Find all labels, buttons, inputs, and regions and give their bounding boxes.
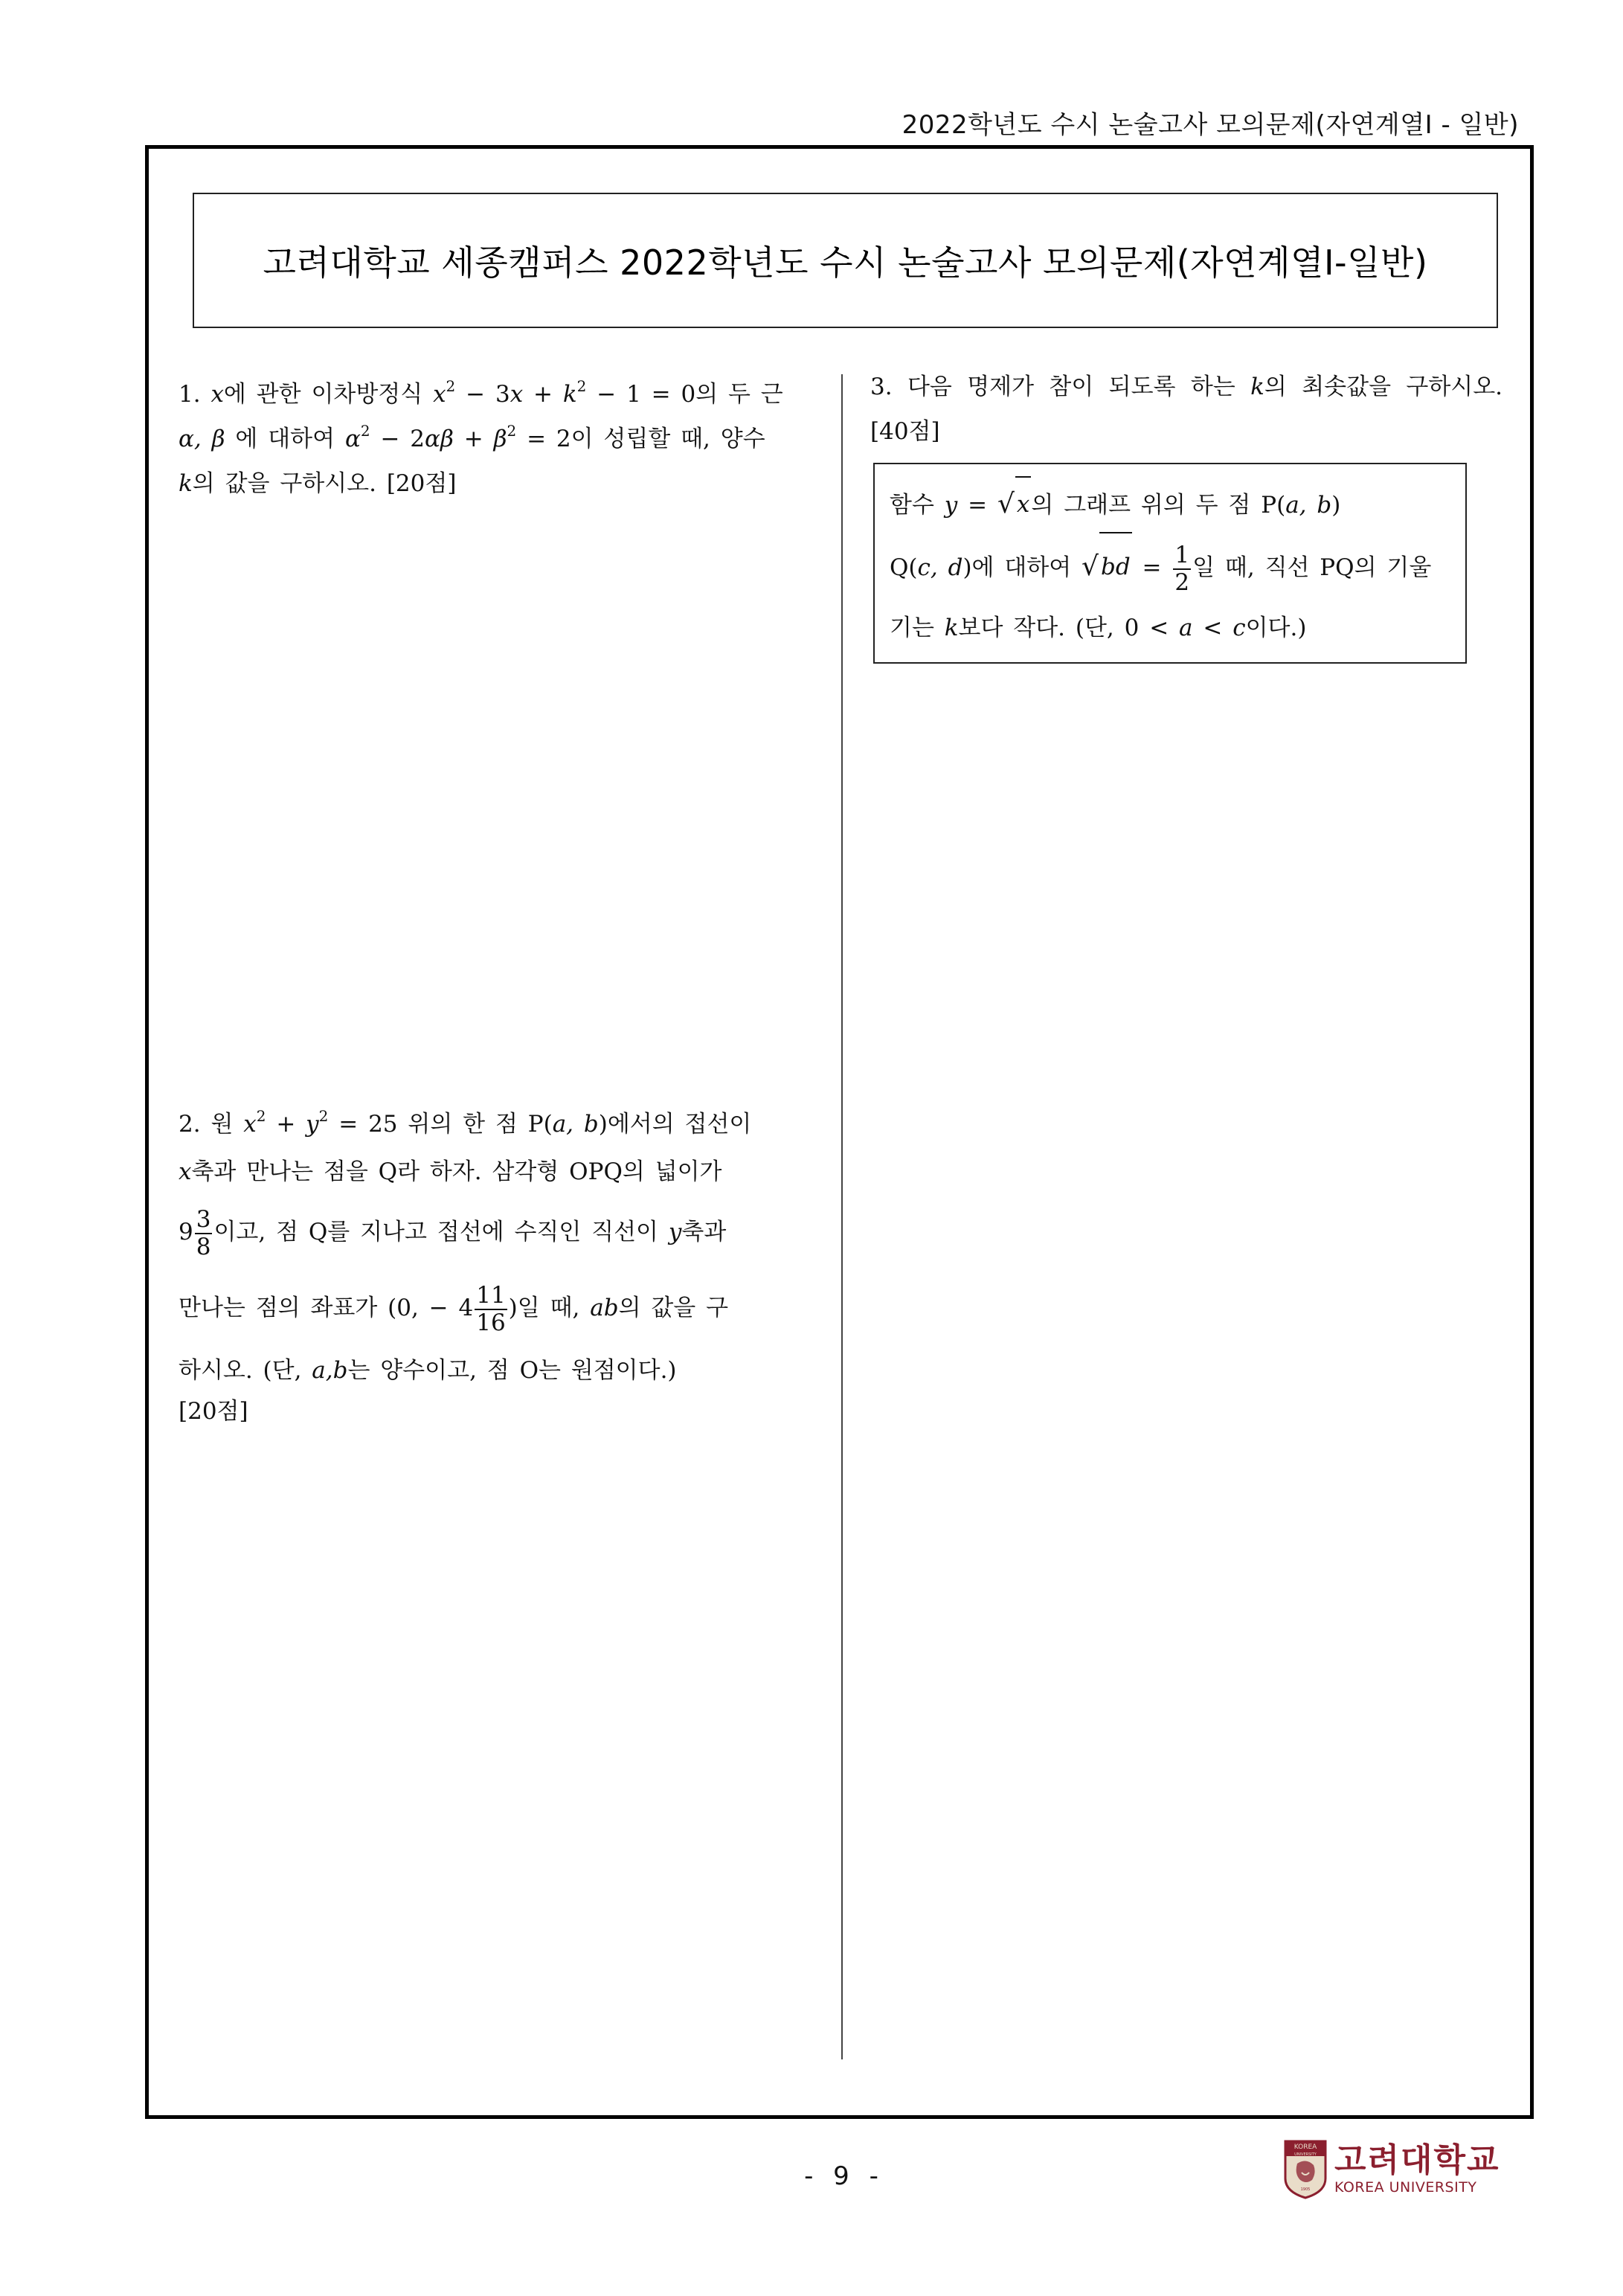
logo-english-name: KOREA UNIVERSITY bbox=[1334, 2179, 1477, 2196]
page-number: - 9 - bbox=[804, 2161, 884, 2191]
sqrt-symbol: √ bd bbox=[1082, 532, 1132, 600]
problem-1-line-1: 1. x에 관한 이차방정식 $x^2 - 3x + k^2 - 1 = 0$의 두 근 bbox=[179, 377, 783, 408]
svg-text:UNIVERSITY: UNIVERSITY bbox=[1294, 2152, 1317, 2157]
problem-1 bbox=[179, 372, 818, 506]
fraction-1-2: $\frac{1}{2}$ bbox=[1174, 541, 1190, 596]
proposition-line-2: Q(c, d)에 대하여 √ bd = $\frac{1}{2}$ 일 때, 직선 PQ의 기울 bbox=[890, 532, 1450, 601]
sqrt-symbol: √ x bbox=[997, 476, 1031, 531]
logo-korean-name: 고려대학교 bbox=[1334, 2141, 1500, 2179]
problem-number: 1. bbox=[179, 381, 201, 408]
svg-text:KOREA: KOREA bbox=[1293, 2143, 1317, 2151]
fraction-11-16: $\frac{11}{16}$ bbox=[476, 1281, 506, 1336]
problem-2-line-4: 만나는 점의 좌표가 (0, − 4 $\frac{11}{16}$ )일 때, ab의 값을 구 bbox=[179, 1281, 729, 1336]
problem-3 bbox=[870, 365, 1503, 664]
problem-2 bbox=[179, 1101, 818, 1430]
problem-2-line-2: x축과 만나는 점을 Q라 하자. 삼각형 OPQ의 넓이가 bbox=[179, 1158, 722, 1185]
tiger-crest-icon bbox=[1284, 2140, 1327, 2199]
problem-number: 2. bbox=[179, 1111, 201, 1138]
problem-1-line-3: k의 값을 구하시오. [20점] bbox=[179, 470, 457, 497]
svg-text:1905: 1905 bbox=[1300, 2187, 1311, 2192]
problem-2-line-1: 2. 원 $x^2 + y^2 = 25$ 위의 한 점 P(a, b)에서의 접선이 bbox=[179, 1107, 752, 1138]
problem-2-line-3: 9 $\frac{3}{8}$ 이고, 점 Q를 지나고 접선에 수직인 직선이 y축과 bbox=[179, 1205, 727, 1260]
fraction-3-8: $\frac{3}{8}$ bbox=[196, 1205, 211, 1260]
exam-title-box bbox=[193, 193, 1498, 328]
korea-university-logo bbox=[1284, 2140, 1500, 2199]
proposition-box bbox=[873, 463, 1467, 664]
problem-number: 3. bbox=[870, 373, 893, 400]
running-header-title: 2022학년도 수시 논술고사 모의문제(자연계열Ⅰ - 일반) bbox=[902, 110, 1519, 140]
problem-1-line-2: α, β 에 대하여 $\alpha^2 - 2\alpha\beta + \beta^2 = 2$이 성립할 때, 양수 bbox=[179, 422, 765, 452]
exam-title: 고려대학교 세종캠퍼스 2022학년도 수시 논술고사 모의문제(자연계열Ⅰ-일반) bbox=[263, 243, 1428, 283]
column-divider bbox=[841, 374, 843, 2059]
proposition-line-1: 함수 y = √ x 의 그래프 위의 두 점 P(a, b) bbox=[890, 476, 1450, 532]
problem-3-intro: 3. 다음 명제가 참이 되도록 하는 k의 최솟값을 구하시오. [40점] bbox=[870, 373, 1503, 445]
proposition-line-3: 기는 k보다 작다. (단, 0 < a < c이다.) bbox=[890, 615, 1307, 641]
problem-2-line-5: 하시오. (단, a,b는 양수이고, 점 O는 원점이다.) bbox=[179, 1357, 677, 1384]
problem-2-points: [20점] bbox=[179, 1398, 248, 1425]
